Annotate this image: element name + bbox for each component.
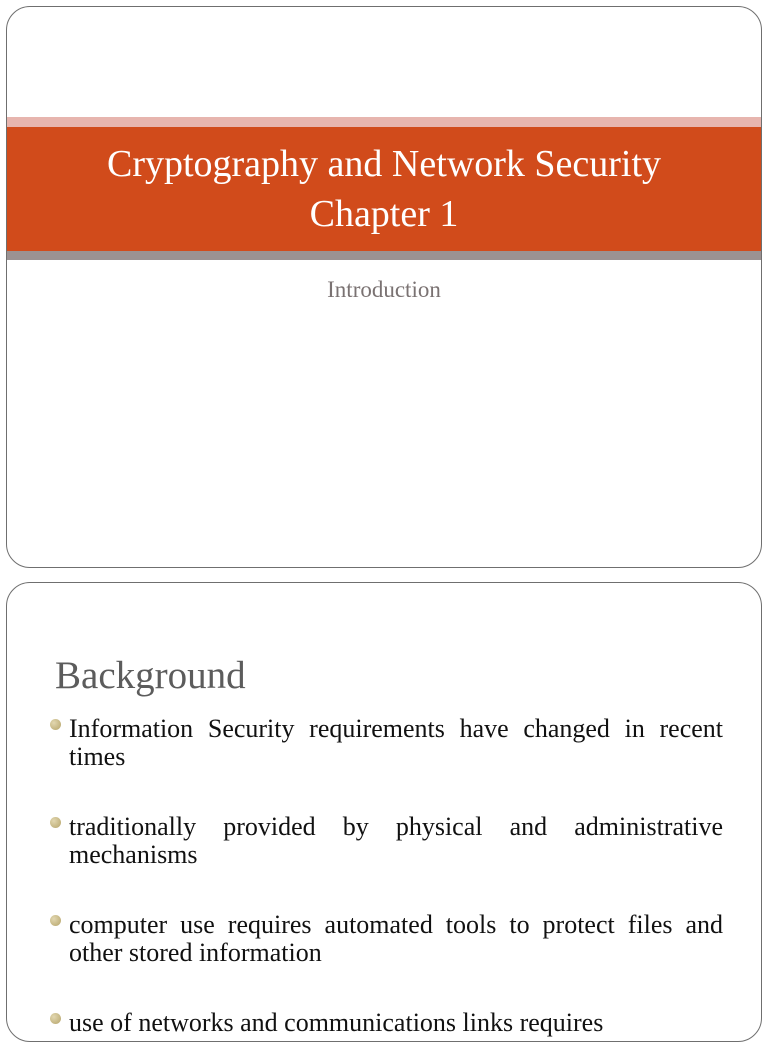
bullet-text: computer use requires automated tools to protect files and other stored information [69, 910, 723, 967]
slide-title-line-2: Chapter 1 [309, 193, 459, 235]
bullet-list [47, 715, 723, 1042]
bullet-icon [50, 915, 61, 926]
bullet-text: use of networks and communications links requires [69, 1008, 604, 1037]
title-band-accent [7, 117, 761, 127]
background-slide [6, 582, 762, 1042]
bullet-icon [50, 719, 61, 730]
title-band-shadow [7, 251, 761, 260]
bullet-icon [50, 1013, 61, 1024]
bullet-text: traditionally provided by physical and administrative mechanisms [69, 812, 723, 869]
bullet-item [47, 1009, 723, 1037]
slide-heading: Background [55, 654, 246, 697]
slide-title-line-1: Cryptography and Network Security [106, 143, 662, 185]
bullet-item [47, 813, 723, 869]
title-band [7, 127, 761, 251]
bullet-item [47, 911, 723, 967]
slide-subtitle: Introduction [327, 277, 441, 302]
title-slide [6, 6, 762, 568]
bullet-item [47, 715, 723, 771]
bullet-text: Information Security requirements have changed in recent times [69, 714, 723, 771]
bullet-icon [50, 817, 61, 828]
